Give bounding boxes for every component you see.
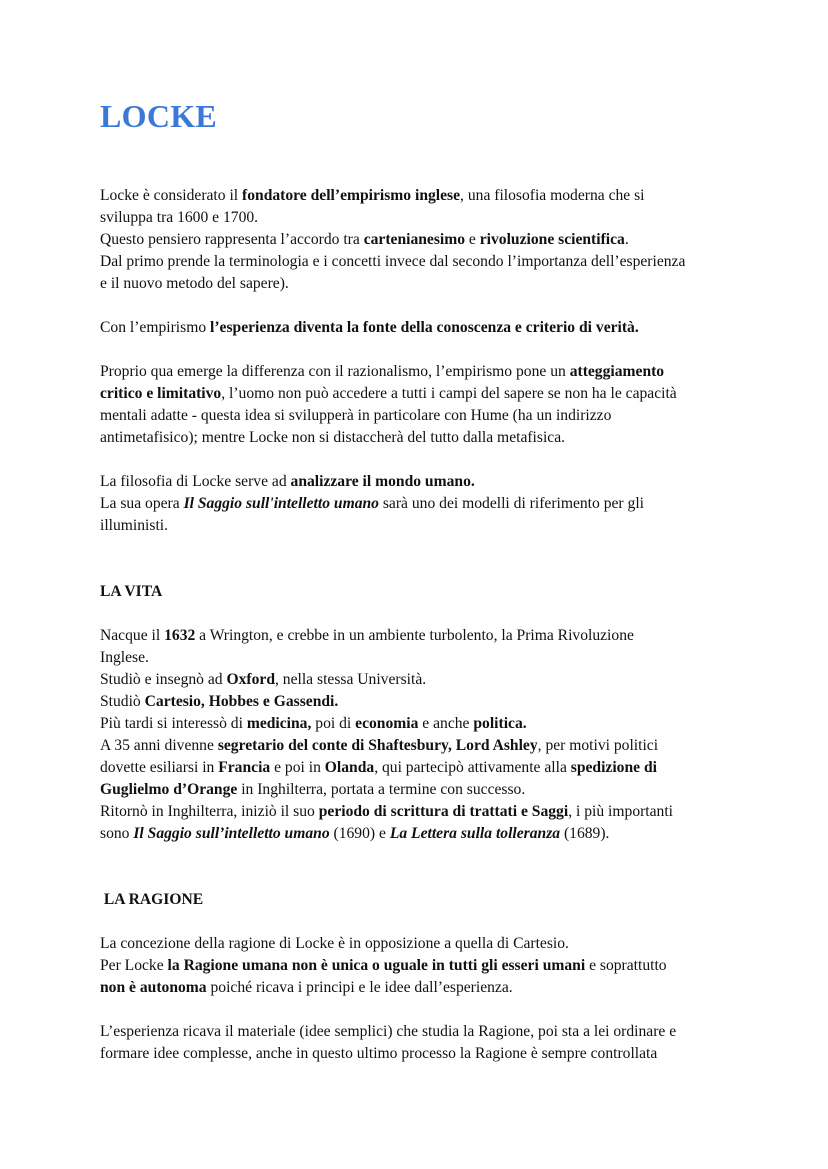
text-line [100, 1043, 760, 1065]
blank-line [100, 449, 760, 471]
bold-text: rivoluzione scientifica [479, 231, 625, 248]
bold-text: spedizione di [570, 759, 657, 776]
text-run: sviluppa tra 1600 e 1700. [100, 209, 259, 226]
blank-line [100, 559, 760, 581]
text-run: dovette esiliarsi in [100, 759, 219, 776]
text-line [100, 823, 760, 845]
text-line [100, 317, 760, 339]
text-run: . [624, 231, 629, 248]
bold-text: 1632 [164, 627, 196, 644]
bold-text: Cartesio, Hobbes e Gassendi. [144, 693, 339, 710]
blank-line [100, 845, 760, 867]
text-line [100, 757, 760, 779]
text-line [100, 515, 760, 537]
text-run: Ritornò in Inghilterra, iniziò il suo [100, 803, 319, 820]
text-run: e il nuovo metodo del sapere). [100, 275, 289, 292]
text-run: (1690) e [329, 825, 390, 842]
text-run: Studiò [100, 693, 145, 710]
text-line [100, 251, 760, 273]
blank-line [100, 999, 760, 1021]
text-line [100, 889, 760, 911]
bold-text: politica. [473, 715, 527, 732]
text-line [100, 471, 760, 493]
bold-text: LA VITA [100, 583, 163, 600]
text-line [100, 977, 760, 999]
text-line [100, 207, 760, 229]
text-line [100, 1021, 760, 1043]
text-line [100, 933, 760, 955]
text-run: illuministi. [100, 517, 169, 534]
text-line [100, 229, 760, 251]
text-run: Con l’empirismo [100, 319, 211, 336]
text-run: e poi in [270, 759, 325, 776]
text-run: La filosofia di Locke serve ad [100, 473, 291, 490]
bold-text: non è autonoma [100, 979, 207, 996]
text-run: Locke è considerato il [100, 187, 243, 204]
text-run: Questo pensiero rappresenta l’accordo tra [100, 231, 364, 248]
text-run: sarà uno dei modelli di riferimento per gli [378, 495, 644, 512]
bold-text: segretario del conte di Shaftesbury, Lord Ashley [217, 737, 538, 754]
blank-line [100, 295, 760, 317]
bold-text: analizzare il mondo umano. [290, 473, 475, 490]
bold-text: periodo di scrittura di trattati e Saggi [318, 803, 569, 820]
bold-text: medicina, [246, 715, 312, 732]
bold-text: La Lettera sulla tolleranza [389, 825, 561, 842]
document-body [100, 185, 760, 1065]
text-line [100, 273, 760, 295]
text-run: La sua opera [100, 495, 184, 512]
text-run: poiché ricava i principi e le idee dall’esperienza. [206, 979, 513, 996]
bold-text: critico e limitativo [100, 385, 222, 402]
blank-line [100, 867, 760, 889]
text-run: (1689). [560, 825, 610, 842]
text-run: e soprattutto [585, 957, 667, 974]
text-run: , qui partecipò attivamente alla [374, 759, 571, 776]
bold-text: l’esperienza diventa la fonte della conoscenza e criterio di verità. [210, 319, 639, 336]
text-run: La concezione della ragione di Locke è in opposizione a quella di Cartesio. [100, 935, 569, 952]
text-run: , nella stessa Università. [275, 671, 427, 688]
text-line [100, 493, 760, 515]
text-run: mentali adatte - questa idea si svilupperà in particolare con Hume (ha un indirizzo [100, 407, 612, 424]
text-run: Inglese. [100, 649, 149, 666]
text-run: Nacque il [100, 627, 165, 644]
blank-line [100, 537, 760, 559]
bold-text: Oxford [226, 671, 275, 688]
text-line [100, 801, 760, 823]
bold-text: fondatore dell’empirismo inglese [242, 187, 461, 204]
text-line [100, 647, 760, 669]
bold-text: cartenianesimo [363, 231, 466, 248]
blank-line [100, 339, 760, 361]
text-line [100, 779, 760, 801]
text-run: Studiò e insegnò ad [100, 671, 227, 688]
text-line [100, 735, 760, 757]
blank-line [100, 911, 760, 933]
text-line [100, 713, 760, 735]
text-line [100, 361, 760, 383]
text-run: , una filosofia moderna che si [460, 187, 645, 204]
text-run: e [465, 231, 480, 248]
text-line [100, 691, 760, 713]
text-line [100, 427, 760, 449]
document-title: LOCKE [100, 98, 218, 134]
text-run: sono [100, 825, 134, 842]
bold-text: Francia [218, 759, 271, 776]
bold-text: atteggiamento [569, 363, 665, 380]
text-run: Dal primo prende la terminologia e i concetti invece dal secondo l’importanza dell’esperienza [100, 253, 686, 270]
text-line [100, 625, 760, 647]
text-run: L’esperienza ricava il materiale (idee semplici) che studia la Ragione, poi sta a lei ordinare e [100, 1023, 677, 1040]
bold-text: LA RAGIONE [100, 891, 204, 908]
text-run: in Inghilterra, portata a termine con successo. [237, 781, 526, 798]
text-run: , l’uomo non può accedere a tutti i campi del sapere se non ha le capacità [221, 385, 677, 402]
text-run: Più tardi si interessò di [100, 715, 247, 732]
text-line [100, 581, 760, 603]
text-line [100, 383, 760, 405]
bold-text: la Ragione umana non è unica o uguale in tutti gli esseri umani [167, 957, 586, 974]
text-run: formare idee complesse, anche in questo ultimo processo la Ragione è sempre controllata [100, 1045, 658, 1062]
text-run: e anche [418, 715, 474, 732]
text-line [100, 405, 760, 427]
text-run: Per Locke [100, 957, 168, 974]
blank-line [100, 603, 760, 625]
text-line [100, 955, 760, 977]
text-line [100, 669, 760, 691]
bold-text: Olanda [324, 759, 375, 776]
text-run: , i più importanti [568, 803, 674, 820]
text-line [100, 185, 760, 207]
bold-text: economia [355, 715, 419, 732]
bold-text: Il Saggio sull’intelletto umano [133, 825, 330, 842]
text-run: antimetafisico); mentre Locke non si distaccherà del tutto dalla metafisica. [100, 429, 566, 446]
text-run: , per motivi politici [537, 737, 659, 754]
text-run: A 35 anni divenne [100, 737, 218, 754]
bold-text: Guglielmo d’Orange [100, 781, 238, 798]
bold-text: Il Saggio sull'intelletto umano [183, 495, 379, 512]
text-run: a Wrington, e crebbe in un ambiente turbolento, la Prima Rivoluzione [195, 627, 634, 644]
text-run: Proprio qua emerge la differenza con il razionalismo, l’empirismo pone un [100, 363, 570, 380]
text-run: poi di [311, 715, 356, 732]
